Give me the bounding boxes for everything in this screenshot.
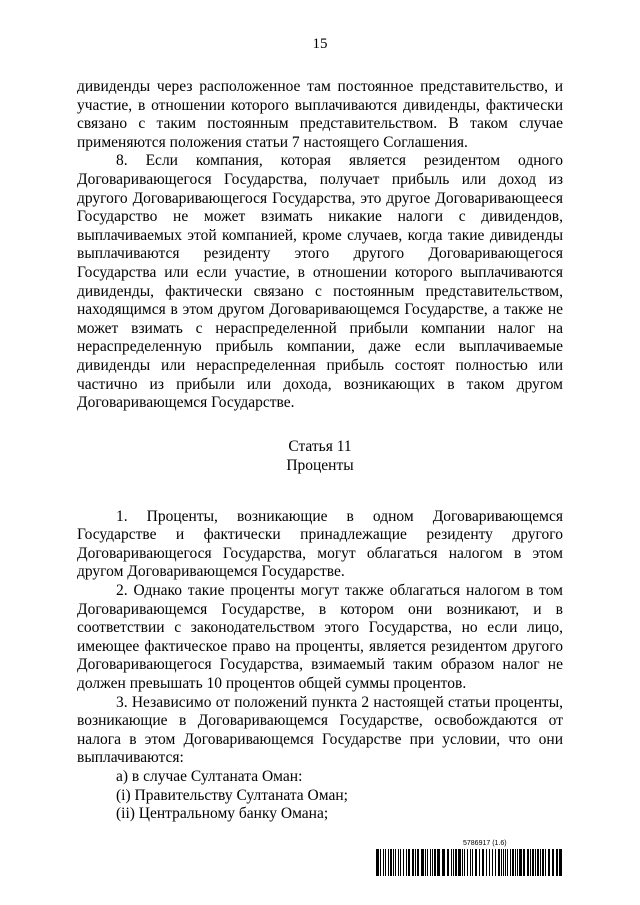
document-code: 5786917 (1.6) <box>463 840 507 847</box>
list-item: (i) Правительству Султаната Оман; <box>116 786 348 804</box>
list-item: а) в случае Султаната Оман: <box>116 768 303 785</box>
paragraph-3: 3. Независимо от положений пункта 2 настоящей статьи проценты, возникающие в Договаривающемся Государстве, освобождаются от налога в этом Договаривающемся Государстве при условии, что они выплачиваются: <box>77 693 563 767</box>
page-number: 15 <box>312 36 328 52</box>
list-item: (ii) Центральному банку Омана; <box>116 805 329 823</box>
paragraph-2: 2. Однако такие проценты могут также облагаться налогом в том Договаривающемся Государстве, в котором они возникают, и в соответствии с законодательством этого Государства, но если лицо, имеющее фактическое право на проценты, является резидентом другого Договаривающегося Государства, взимаемый таким образом налог не должен превышать 10 процентов общей суммы процентов. <box>77 582 563 693</box>
document-body <box>77 78 563 824</box>
paragraph-8: 8. Если компания, которая является резидентом одного Договаривающегося Государства, получает прибыль или доход из другого Договаривающегося Государства, это другое Договаривающееся Государство не может взимать никакие налоги с дивидендов, выплачиваемых этой компанией, кроме случаев, когда такие дивиденды выплачиваются резиденту этого другого Договаривающегося Государства или если участие, в отношении которого выплачиваются дивиденды, фактически связано с постоянным представительством, находящимся в этом другом Договаривающемся Государстве, а также не может взимать с нераспределенной прибыли компании налог на нераспределенную прибыль компании, даже если выплачиваемые дивиденды или нераспределенная прибыль состоят полностью или частично из прибыли или дохода, возникающих в таком другом Договаривающемся Государстве. <box>77 152 563 412</box>
paragraph-continued: дивиденды через расположенное там постоянное представительство, и участие, в отношении которого выплачиваются дивиденды, фактически связано с таким постоянным представительством. В таком случае применяются положения статьи 7 настоящего Соглашения. <box>77 78 563 151</box>
barcode-icon <box>376 849 564 876</box>
article-number: Статья 11 <box>288 437 352 455</box>
article-title: Проценты <box>286 456 354 474</box>
paragraph-1: 1. Проценты, возникающие в одном Договаривающемся Государстве и фактически принадлежащие резиденту другого Договаривающегося Государства, могут облагаться налогом в этом другом Договаривающемся Государстве. <box>77 507 563 581</box>
